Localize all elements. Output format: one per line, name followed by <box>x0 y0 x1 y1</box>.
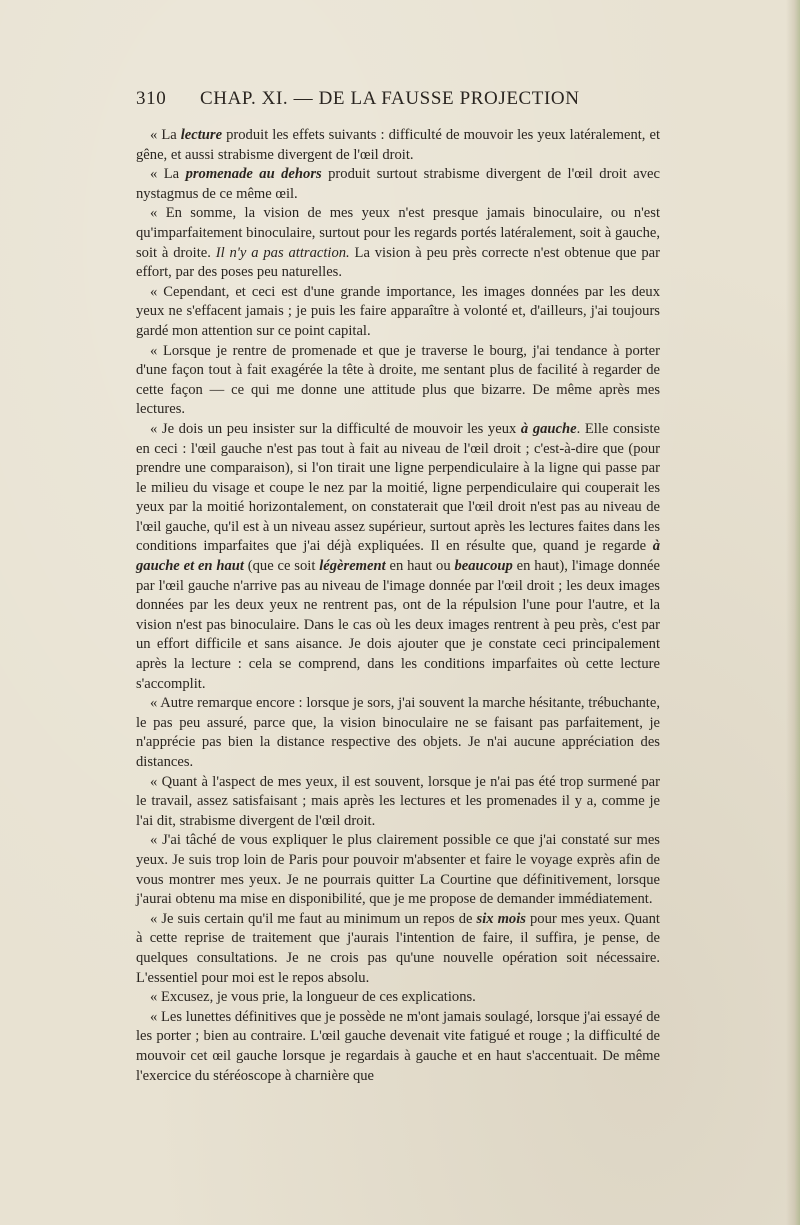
emphasized-text: légèrement <box>319 558 386 575</box>
text-run: produit surtout strabisme divergent de l'œil droit avec nystagmus de ce même œil. <box>136 166 661 202</box>
text-run: « Je suis certain qu'il me faut au minimum un repos de <box>150 910 477 927</box>
text-run: « Autre remarque encore : lorsque je sors, j'ai souvent la marche hésitante, trébuchante, le pas peu assuré, parce que, la vision binoculaire ne se faisant pas parfaitement, je n'apprécie pas bien la distance respective des objets. Je n'ai aucune appréciation des distances. <box>136 695 660 770</box>
emphasized-text: à gauche <box>520 420 577 437</box>
text-run: produit les effets suivants : difficulté de mouvoir les yeux latéralement, et gêne, et aussi strabisme divergent de l'œil droit. <box>136 127 660 163</box>
text-run: « La <box>150 166 186 183</box>
text-run: « Quant à l'aspect de mes yeux, il est souvent, lorsque je n'ai pas été trop surmené par le travail, assez satisfaisant ; mais après les lectures et les promenades il y a, comme je l'ai dit, strabisme divergent de l'œil droit. <box>136 773 660 829</box>
text-run: (que ce soit <box>243 558 320 575</box>
paragraph <box>136 126 660 165</box>
paragraph <box>136 773 660 832</box>
paragraph <box>136 165 660 204</box>
text-run: « Lorsque je rentre de promenade et que je traverse le bourg, j'ai tendance à porter d'une façon tout à fait exagérée la tête à droite, me sentant plus de facilité à regarder de cette façon — ce qui me donne une attitude plus que bizarre. De même après mes lectures. <box>136 342 660 418</box>
paragraph <box>136 910 660 988</box>
emphasized-text: beaucoup <box>454 558 513 575</box>
paragraph <box>136 420 660 694</box>
paragraph <box>136 283 660 342</box>
text-run: en haut ou <box>385 558 455 575</box>
paragraph <box>136 342 660 420</box>
page-header <box>136 88 676 114</box>
emphasized-text: promenade au dehors <box>185 166 322 183</box>
text-run: « En somme, la vision de mes yeux n'est presque jamais binoculaire, ou n'est qu'imparfaitement binoculaire, surtout pour les regards portés latéralement, soit à gauche, soit à droite. <box>136 205 660 261</box>
text-run: « J'ai tâché de vous expliquer le plus clairement possible ce que j'ai constaté sur mes yeux. Je suis trop loin de Paris pour pouvoir m'absenter et faire le voyage exprès afin de vous montrer mes yeux. Je ne pourrais quitter La Courtine que définitivement, lorsque j'aurai obtenu ma mise en disponibilité, que je me propose de demander immédiatement. <box>136 832 660 908</box>
text-run: « Cependant, et ceci est d'une grande importance, les images données par les deux yeux ne s'effacent jamais ; je puis les faire apparaître à volonté et, d'ailleurs, j'ai toujours gardé mon attention sur ce point capital. <box>136 283 660 339</box>
paragraph <box>136 988 660 1008</box>
paragraph <box>136 831 660 909</box>
emphasized-text: à gauche et en haut <box>136 538 660 575</box>
body-text <box>136 126 660 1086</box>
text-run: en haut), l'image donnée par l'œil gauche n'arrive pas au niveau de l'image donnée par l'œil droit ; les deux images données par les deux yeux ne rentrent pas, ont de la répulsion l'une pour l'autre, et la vision n'est pas binoculaire. Dans le cas où les deux images rentrent à peu près, c'est par un effort difficile et sans aisance. Je dois ajouter que je constate ceci principalement après la lecture : cela se comprend, dans les conditions imparfaites où cette lecture s'accomplit. <box>136 558 660 692</box>
running-head: CHAP. XI. — DE LA FAUSSE PROJECTION <box>200 88 580 109</box>
text-run: La vision à peu près correcte n'est obtenue que par effort, par des poses peu naturelles. <box>136 244 660 281</box>
emphasized-text: Il n'y a pas attraction. <box>215 244 350 261</box>
text-run: « Je dois un peu insister sur la difficulté de mouvoir les yeux <box>150 420 521 437</box>
paragraph <box>136 1008 660 1086</box>
text-run: pour mes yeux. Quant à cette reprise de traitement que j'aurais l'intention de faire, il suffira, je pense, de quelques consultations. Je ne crois pas qu'une nouvelle opération soit nécessaire. L'essentiel pour moi est le repos absolu. <box>136 910 660 986</box>
text-run: « Excusez, je vous prie, la longueur de ces explications. <box>150 989 476 1006</box>
page-edge-shadow <box>786 0 800 1225</box>
emphasized-text: lecture <box>180 127 223 143</box>
emphasized-text: six mois <box>476 910 526 927</box>
text-run: . Elle consiste en ceci : l'œil gauche n'est pas tout à fait au niveau de l'œil droit ; c'est-à-dire que (pour prendre une comparaison), si l'on tirait une ligne perpendiculaire à la ligne qui passe par le milieu du visage et coupe le nez par la moitié, ligne perpendiculaire qui couperait les yeux par la moitié horizontalement, on constaterait que l'œil droit n'est pas au niveau de l'œil gauche, qu'il est à un niveau assez supérieur, surtout après les lectures faites dans les conditions imparfaites que j'ai déjà expliquées. Il en résulte que, quand je regarde <box>136 420 660 555</box>
text-run: « Les lunettes définitives que je possède ne m'ont jamais soulagé, lorsque j'ai essayé de les porter ; bien au contraire. L'œil gauche devenait vite fatigué et rouge ; la difficulté de mouvoir cet œil gauche lorsque je regardais à gauche et en haut s'accentuait. De même l'exercice du stéréoscope à charnière que <box>136 1008 660 1084</box>
paragraph <box>136 204 660 282</box>
text-run: « La <box>150 127 181 143</box>
paragraph <box>136 694 660 772</box>
page-number: 310 <box>136 88 167 109</box>
